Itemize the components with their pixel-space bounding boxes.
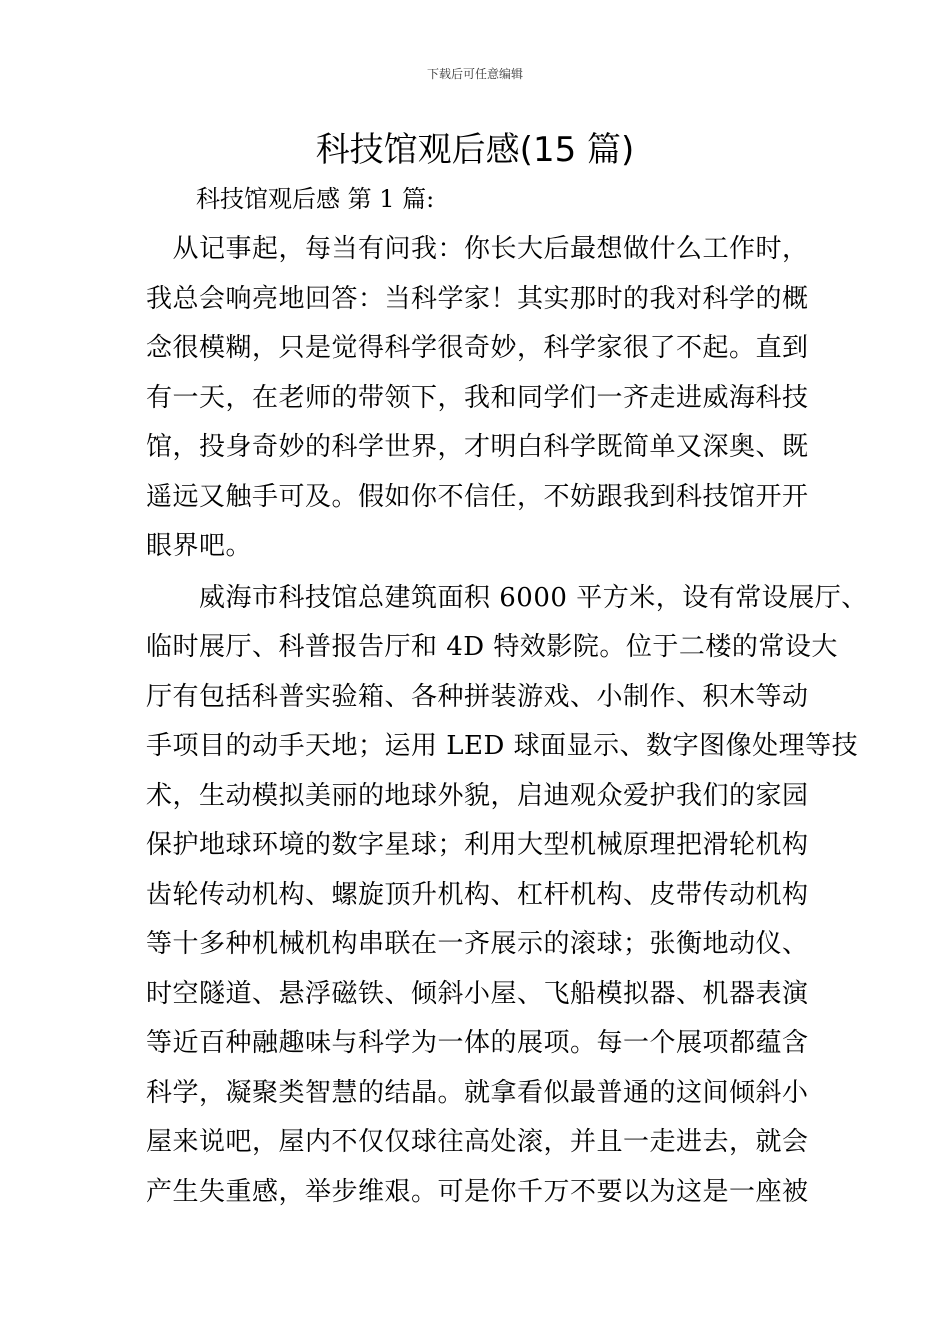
text-line: 等近百种融趣味与科学为一体的展项。每一个展项都蕴含 xyxy=(146,1028,809,1058)
text-line: 馆，投身奇妙的科学世界，才明白科学既简单又深奥、既 xyxy=(146,432,809,462)
section-heading: 科技馆观后感 第 1 篇: xyxy=(196,185,435,213)
header-note: 下载后可任意编辑 xyxy=(426,67,523,81)
body-text xyxy=(146,225,868,1217)
text-line: 从记事起，每当有问我：你长大后最想做什么工作时， xyxy=(146,234,809,264)
text-line: 科学，凝聚类智慧的结晶。就拿看似最普通的这间倾斜小 xyxy=(146,1077,809,1108)
paragraph-2 xyxy=(146,574,868,1218)
text-line: 厅有包括科普实验箱、各种拼装游戏、小制作、积木等动 xyxy=(146,681,809,712)
paragraph-1 xyxy=(146,225,828,572)
text-line: 术，生动模拟美丽的地球外貌，启迪观众爱护我们的家园 xyxy=(146,780,809,811)
text-line: 等十多种机械机构串联在一齐展示的滚球；张衡地动仪、 xyxy=(146,929,809,959)
text-line: 我总会响亮地回答：当科学家！其实那时的我对科学的概 xyxy=(146,283,809,314)
text-line: 临时展厅、科普报告厅和 4D 特效影院。位于二楼的常设大 xyxy=(146,632,838,662)
text-line: 威海市科技馆总建筑面积 6000 平方米，设有常设展厅、 xyxy=(146,582,868,613)
text-line: 念很模糊，只是觉得科学很奇妙，科学家很了不起。直到 xyxy=(146,333,809,363)
text-line: 遥远又触手可及。假如你不信任，不妨跟我到科技馆开开 xyxy=(146,481,809,512)
text-line: 产生失重感，举步维艰。可是你千万不要以为这是一座被 xyxy=(146,1176,809,1207)
text-line: 保护地球环境的数字星球；利用大型机械原理把滑轮机构 xyxy=(146,830,809,860)
text-line: 齿轮传动机构、螺旋顶升机构、杠杆机构、皮带传动机构 xyxy=(146,879,809,910)
text-line: 屋来说吧，屋内不仅仅球往高处滚，并且一走进去，就会 xyxy=(146,1127,809,1157)
text-line: 手项目的动手天地；运用 LED 球面显示、数字图像处理等技 xyxy=(146,731,859,761)
text-line: 时空隧道、悬浮磁铁、倾斜小屋、飞船模拟器、机器表演 xyxy=(146,978,809,1009)
text-line: 有一天，在老师的带领下，我和同学们一齐走进威海科技 xyxy=(146,382,809,413)
text-line: 眼界吧。 xyxy=(146,531,253,561)
document-title: 科技馆观后感(15 篇) xyxy=(315,130,635,170)
